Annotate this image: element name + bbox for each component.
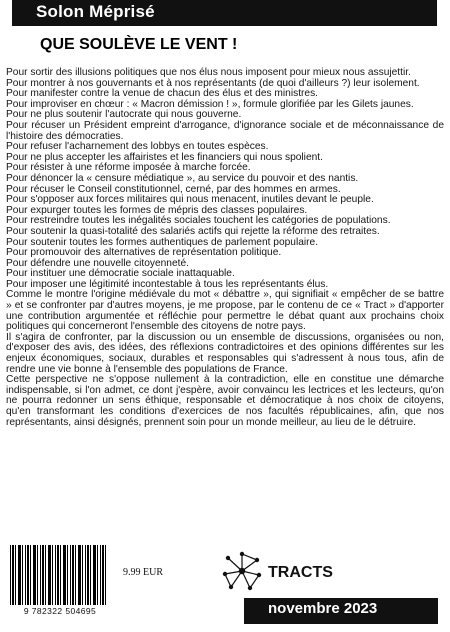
isbn-number: 9 782322 504695 — [23, 606, 97, 616]
paragraph: Pour dénoncer la « censure médiatique », au service du pouvoir et des nantis. — [6, 172, 359, 184]
paragraph: Pour récuser un Président empreint d'arrogance, d'ignorance sociale et de méconnaissance de l'histoire des démocraties. — [6, 119, 444, 142]
barcode — [10, 545, 108, 605]
price: 9.99 EUR — [123, 567, 163, 578]
paragraph: Pour ne plus accepter les affairistes et les financiers qui nous spolient. — [6, 151, 323, 163]
paragraph: Cette perspective ne s'oppose nullement à la contradiction, elle en constitue une démarche indispensable, si l'on admet, ce dont j'espère, avoir convaincu les lectrices et les lecteurs, qu'on ne pourra redonner un sens éthique, responsable et démocratique à nos choix de citoyens, qu'en transformant les conditions d'exercices de nos facultés républicaines, afin, que nos représentants, ainsi désignés, prennent soin pour un monde meilleur, au lieu de le détruire. — [6, 374, 444, 428]
paragraph: Pour imposer une légitimité incontestable à tous les représentants élus. — [6, 278, 329, 290]
paragraph: Pour soutenir toutes les formes authentiques de parlement populaire. — [6, 236, 319, 248]
paragraph: Pour soutenir la quasi-totalité des salariés actifs qui rejette la réforme des retraites. — [6, 225, 380, 237]
author-name: Solon Méprisé — [36, 2, 155, 21]
paragraph: Pour montrer à nos gouvernants et à nos représentants (de quoi d'ailleurs ?) leur isolement. — [6, 77, 420, 89]
network-star-icon — [222, 551, 262, 591]
paragraph: Pour promouvoir des alternatives de représentation politique. — [6, 247, 282, 259]
publisher-name: TRACTS — [268, 564, 333, 581]
paragraph: Pour défendre une nouvelle citoyenneté. — [6, 257, 189, 269]
publication-date: novembre 2023 — [268, 600, 378, 617]
paragraph: Pour expurger toutes les formes de mépris des classes populaires. — [6, 204, 308, 216]
paragraph: Comme le montre l'origine médiévale du mot « débattre », qui signifiait « empêcher de se battre » et se confronter par d'autres moyens, je me propose, par le contenu de ce « Tract » d'apporter une contribution argumentée et réfléchie pour permettre le débat quant aux prochains choix politiques qui concerneront l'ensemble des citoyens de notre pays. — [6, 289, 444, 333]
paragraph: Il s'agira de confronter, par la discussion ou un ensemble de discussions, organisées ou non, d'exposer des avis, des idées, des réflexions contradictoires et des opinions différentes sur les enjeux économiques, sociaux, durables et responsables qui s'adressent à nous tous, afin de rendre une vie bonne à l'ensemble des populations de France. — [6, 331, 444, 375]
paragraph: Pour s'opposer aux forces militaires qui nous menacent, inutiles devant le peuple. — [6, 194, 374, 206]
paragraph: Pour sortir des illusions politiques que nos élus nous imposent pour mieux nous assujettir. — [6, 67, 411, 78]
paragraph: Pour refuser l'acharnement des lobbys en toutes espèces. — [6, 141, 269, 153]
paragraph: Pour restreindre toutes les inégalités sociales touchent les catégories de populations. — [6, 215, 391, 227]
paragraph: Pour manifester contre la venue de chacun des élus et des ministres. — [6, 88, 319, 100]
paragraph: Pour ne plus soutenir l'autocrate qui nous gouverne. — [6, 109, 242, 121]
paragraph: Pour récuser le Conseil constitutionnel, cerné, par des hommes en armes. — [6, 183, 341, 195]
body-text — [6, 68, 444, 428]
paragraph: Pour instituer une démocratie sociale inattaquable. — [6, 268, 235, 280]
page-title: QUE SOULÈVE LE VENT ! — [40, 36, 238, 53]
paragraph: Pour improviser en chœur : « Macron démission ! », formule glorifiée par les Gilets jaunes. — [6, 98, 414, 110]
paragraph: Pour résister à une réforme imposée à marche forcée. — [6, 162, 251, 174]
